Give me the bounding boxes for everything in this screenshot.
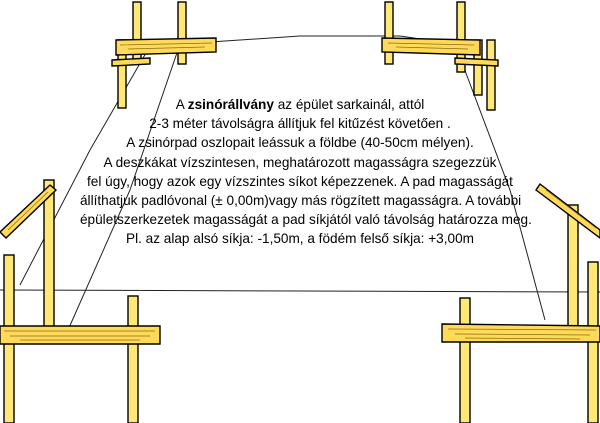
batter-board-top-right <box>382 2 498 110</box>
caption-line-2: 2-3 méter távolságra állítjuk fel kitűzést követően . <box>149 116 451 132</box>
explanation-text <box>80 95 532 249</box>
caption-line-1-post: az épület sarkainál, attól <box>273 97 425 112</box>
caption-line-5: fel úgy, hogy azok egy vízszintes síkot képezzenek. A pad magasságát <box>87 173 513 189</box>
string-bottom <box>0 290 600 292</box>
caption-line-7: épületszerkezetek magasságát a pad síkjától való távolság határozza meg. <box>80 212 532 228</box>
caption-line-3: A zsinórpad oszlopait leássuk a földbe (40-50cm mélyen). <box>126 135 474 151</box>
caption-line-8: Pl. az alap alsó síkja: -1,50m, a födém felső síkja: +3,00m <box>126 231 474 247</box>
caption-line-1-pre: A <box>175 97 188 112</box>
caption-line-6: állíthatjuk padlóvonal (± 0,00m)vagy más rögzített magasságra. A további <box>80 193 522 209</box>
caption-bold-term: zsinórállvány <box>187 97 274 112</box>
caption-line-1 <box>80 95 520 114</box>
caption-line-4: A deszkákat vízszintesen, meghatározott magasságra szegezzük <box>103 154 497 170</box>
